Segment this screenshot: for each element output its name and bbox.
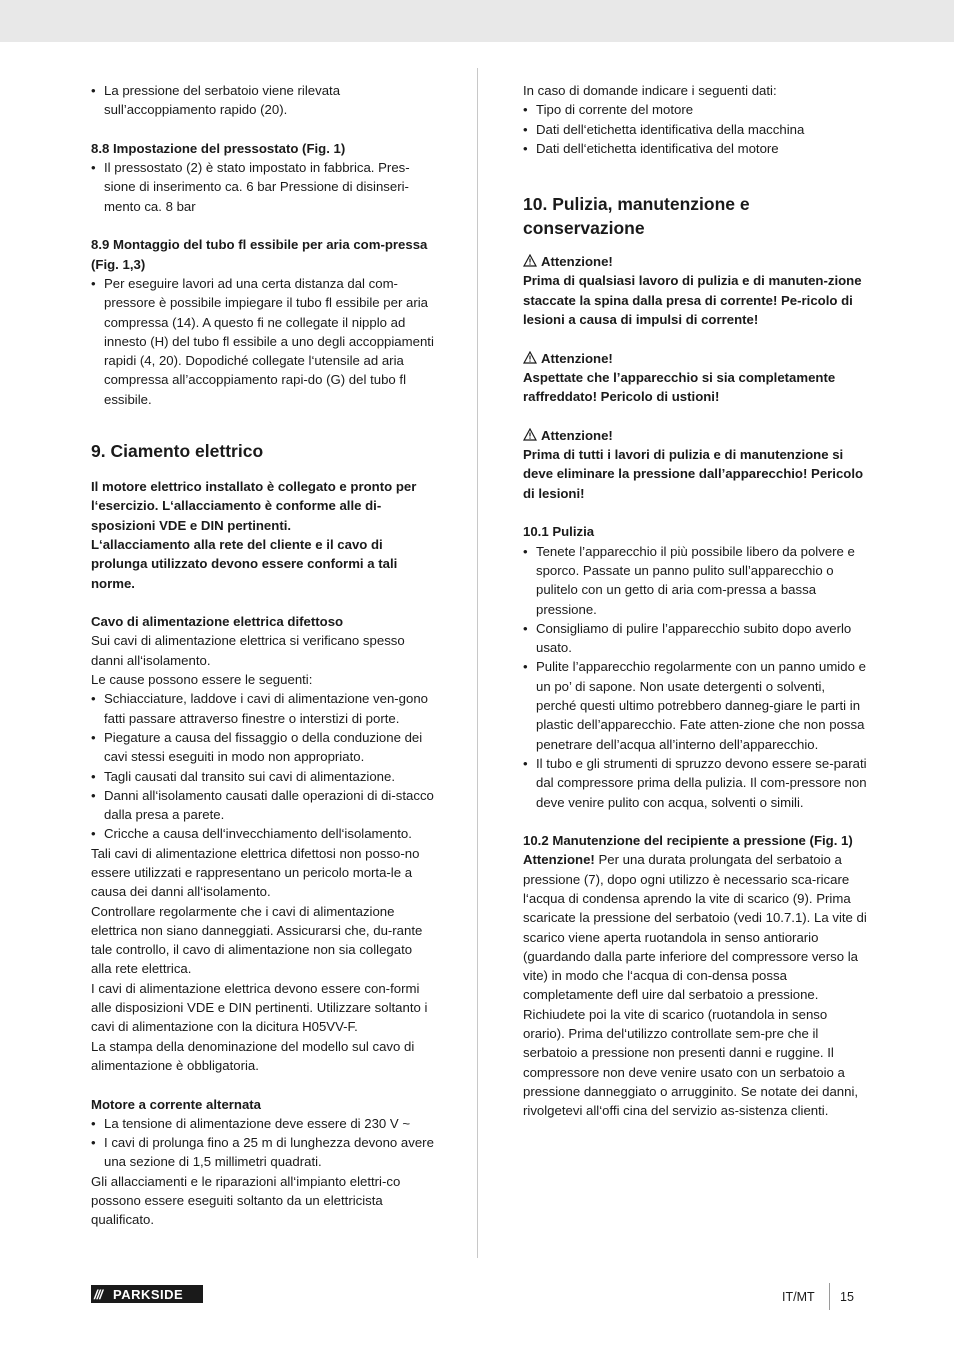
- heading-10: 10. Pulizia, manutenzione e conservazione: [523, 194, 750, 239]
- list-item: • Piegature a causa del fissaggio o della conduzione dei cavi stessi eseguiti in modo non appropriato.: [91, 728, 436, 767]
- parkside-logo: [91, 1285, 203, 1303]
- list-item: • Schiacciature, laddove i cavi di alimentazione ven-gono fatti passare attraverso finestre o interstizi di porte.: [91, 689, 436, 728]
- warning-label: Attenzione!: [541, 254, 613, 270]
- list-item: • La tensione di alimentazione deve essere di 230 V ~: [91, 1114, 436, 1133]
- list-item: • Tenete l’apparecchio il più possibile libero da polvere e sporco. Passate un panno pulito sull’apparecchio o pulitelo con un getto di aria com-pressa a bassa pressione.: [523, 542, 868, 619]
- list-item: • La pressione del serbatoio viene rilevata sull’accoppiamento rapido (20).: [91, 81, 436, 120]
- list-item: • Danni all‘isolamento causati dalle operazioni di di-stacco dalla presa a parete.: [91, 786, 436, 825]
- list-item: • Per eseguire lavori ad una certa distanza dal com-pressore è possibile impiegare il tubo fl essibile per aria compressa (14). A questo fi ne collegate il nipplo ad innesto (H) del tubo fl essibile a uno degli accoppiamenti rapidi (4, 20). Dopodiché collegate l‘utensile ad aria compressa all’accoppiamento rapi-do (G) del tubo fl essibile.: [91, 274, 436, 409]
- section-title-8-8: 8.8 Impostazione del pressostato (Fig. 1): [91, 140, 346, 156]
- warning-triangle-icon: [523, 253, 537, 266]
- list-item: • Tipo di corrente del motore: [523, 100, 868, 119]
- right-column: [523, 81, 868, 1121]
- paragraph: Controllare regolarmente che i cavi di alimentazione elettrica non siano danneggiati. Assicurarsi che, du-rante tale controllo, il cavo di alimentazione non sia collegato alla rete elettrica.: [91, 903, 423, 977]
- warning-block: [523, 426, 868, 503]
- warning-text: Prima di qualsiasi lavoro di pulizia e di manuten-zione staccate la spina dalla presa di corrente! Pe-ricolo di lesioni a causa di impulsi di corrente!: [523, 273, 862, 328]
- warning-triangle-icon: [523, 427, 537, 440]
- paragraph: La stampa della denominazione del modello sul cavo di alimentazione è obbligatoria.: [91, 1038, 415, 1073]
- ac-motor-title: Motore a corrente alternata: [91, 1096, 262, 1112]
- list-item: • Dati dell‘etichetta identificativa della macchina: [523, 120, 868, 139]
- section-title-8-9: 8.9 Montaggio del tubo fl essibile per aria com-pressa (Fig. 1,3): [91, 237, 428, 272]
- warning-label: Attenzione!: [541, 350, 613, 366]
- list-item: • Tagli causati dal transito sui cavi di alimentazione.: [91, 767, 436, 786]
- heading-9: 9. Ciamento elettrico: [91, 441, 264, 462]
- warning-block: [523, 252, 868, 329]
- cleaning-list: [523, 542, 868, 812]
- column-divider: [477, 68, 478, 1258]
- list-item: • Il pressostato (2) è stato impostato in fabbrica. Pres-sione di inserimento ca. 6 bar Pressione di disinseri-mento ca. 8 bar: [91, 158, 436, 216]
- warning-triangle-icon: [523, 350, 537, 363]
- paragraph: Sui cavi di alimentazione elettrica si verificano spesso danni all‘isolamento.: [91, 633, 405, 668]
- footer-separator: [829, 1283, 830, 1310]
- warning-label: Attenzione!: [541, 427, 613, 443]
- page-number: 15: [840, 1290, 854, 1304]
- paragraph: Le cause possono essere le seguenti:: [91, 672, 313, 688]
- warning-block: [523, 349, 868, 407]
- list-item: • Consigliamo di pulire l’apparecchio subito dopo averlo usato.: [523, 619, 868, 658]
- list-item: • Dati dell‘etichetta identificativa del motore: [523, 139, 868, 158]
- questions-intro: In caso di domande indicare i seguenti dati:: [523, 83, 777, 98]
- section-title-10-1: 10.1 Pulizia: [523, 524, 595, 540]
- electrical-notice-1: Il motore elettrico installato è collegato e pronto per l‘esercizio. L‘allacciamento è conforme alle di-sposizioni VDE e DIN pertinenti.: [91, 479, 417, 533]
- maintenance-text: Per una durata prolungata del serbatoio a pressione (7), dopo ogni utilizzo è necessario sca-ricare l‘acqua di condensa aprendo la vite di scarico (9). Prima scaricate la pressione del serbatoio (vedi 10.7.1). La vite di scarico viene aperta ruotandola in senso antiorario (guardando dalla parte inferiore del compressore verso la vite) in modo che l‘acqua di con-densa possa completamente defl uire dal serbatoio a pressione. Richiudete poi la vite di scarico (ruotandola in senso orario). Prima del‘utilizzo controllate sem-pre che il serbatoio a pressione non presenti danni e ruggine. Il compressore non deve venire usato con un serbatoio a pressione danneggiato o arrugginito. Se notate dei danni, rivolgetevi all‘offi cina del servizio as-sistenza clienti.: [523, 852, 867, 1119]
- attention-lead: Attenzione!: [523, 852, 595, 868]
- list-item: • I cavi di prolunga fino a 25 m di lunghezza devono avere una sezione di 1,5 millimetri quadrati.: [91, 1133, 436, 1172]
- paragraph: I cavi di alimentazione elettrica devono essere con-formi alle disposizioni VDE e DIN pertinenti. Utilizzare soltanto i cavi di alimentazione con la dicitura H05VV-F.: [91, 980, 428, 1035]
- list-item: • Il tubo e gli strumenti di spruzzo devono essere se-parati dal compressore prima della pulizia. Il com-pressore non deve venire pulito con acqua, solventi o simili.: [523, 754, 868, 812]
- paragraph: Tali cavi di alimentazione elettrica difettosi non posso-no essere utilizzati e rappresentano un pericolo morta-le a causa dei danni all‘isolamento.: [91, 845, 420, 900]
- warning-text: Prima di tutti i lavori di pulizia e di manutenzione si deve eliminare la pressione dall’apparecchio! Pericolo di lesioni!: [523, 447, 864, 501]
- left-column: [91, 81, 436, 1230]
- warning-text: Aspettate che l’apparecchio si sia completamente raffreddato! Pericolo di ustioni!: [523, 369, 836, 405]
- list-item: • Cricche a causa dell‘invecchiamento dell‘isolamento.: [91, 824, 436, 843]
- causes-list: [91, 689, 436, 843]
- intro-list: [91, 81, 436, 120]
- list-item: • Pulite l’apparecchio regolarmente con un panno umido e un po’ di sapone. Non usate detergenti o solventi, perché questi ultimo potrebbero danneg-giare le parti in plastic dell’apparecchio. Fate atten-zione che non possa penetrare dell’acqua all’interno dell’apparecchio.: [523, 657, 868, 753]
- section-title-10-2: 10.2 Manutenzione del recipiente a pressione (Fig. 1): [523, 833, 853, 849]
- logo-stripes: ///: [94, 1287, 102, 1302]
- defective-cable-title: Cavo di alimentazione elettrica difettoso: [91, 614, 344, 630]
- logo-text: PARKSIDE: [113, 1287, 184, 1302]
- paragraph: [523, 850, 868, 1120]
- paragraph: Gli allacciamenti e le riparazioni all‘impianto elettri-co possono essere eseguiti soltanto da un elettricista qualificato.: [91, 1173, 401, 1228]
- locale-code: IT/MT: [782, 1290, 815, 1304]
- electrical-notice-2: L‘allacciamento alla rete del cliente e il cavo di prolunga utilizzato devono essere conformi a tali norme.: [91, 536, 398, 591]
- top-bar: [0, 0, 954, 42]
